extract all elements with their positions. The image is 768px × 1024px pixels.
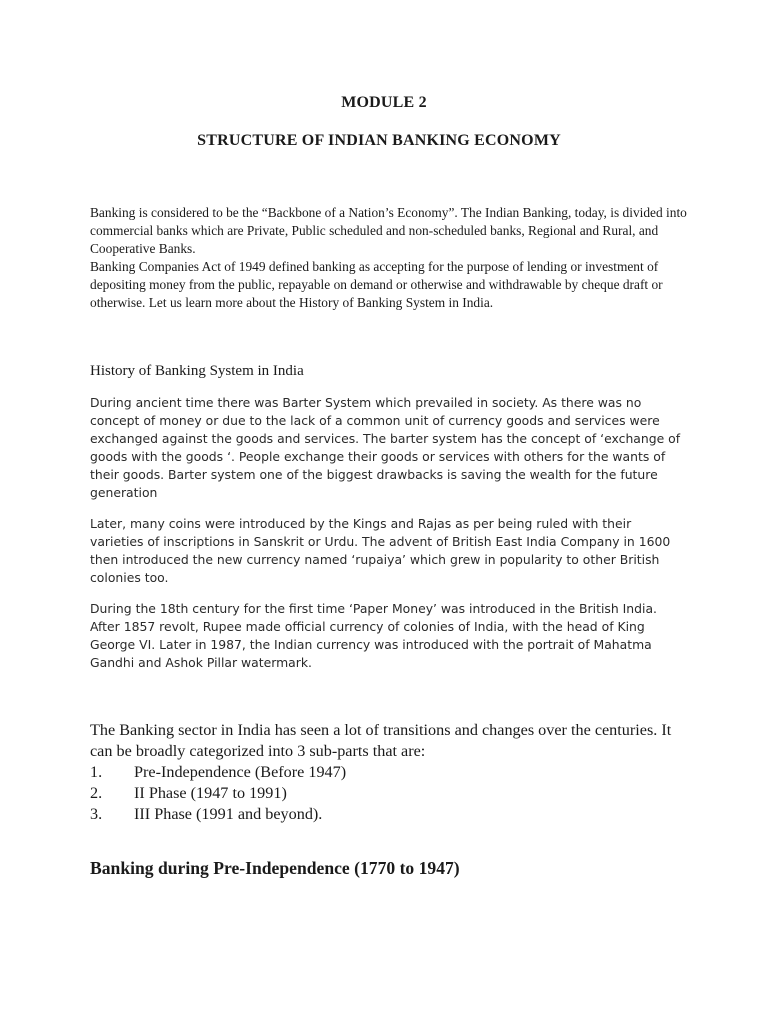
pre-independence-heading: Banking during Pre-Independence (1770 to 1947) xyxy=(90,858,460,878)
intro-paragraph-2: Banking Companies Act of 1949 defined banking as accepting for the purpose of lending or investment of depositing money from the public, repayable on demand or otherwise and withdrawable by cheque draft or otherwise. Let us learn more about the History of Banking System in India. xyxy=(90,259,663,310)
module-label: MODULE 2 xyxy=(341,94,427,111)
phase-number: 2. xyxy=(90,784,103,802)
phase-label: Pre-Independence (Before 1947) xyxy=(134,763,347,781)
transitions-intro: The Banking sector in India has seen a lot of transitions and changes over the centuries. It can be broadly categorized into 3 sub-parts that are: xyxy=(90,721,672,760)
history-paragraph-3: During the 18th century for the first time ‘Paper Money’ was introduced in the British India. After 1857 revolt, Rupee made official currency of colonies of India, with the head of King George VI. Later in 1987, the Indian currency was introduced with the portrait of Mahatma Gandhi and Ashok Pillar watermark. xyxy=(90,601,657,670)
phase-list xyxy=(90,762,690,825)
phase-item xyxy=(90,804,690,825)
history-paragraph-2: Later, many coins were introduced by the Kings and Rajas as per being ruled with their varieties of inscriptions in Sanskrit or Urdu. The advent of British East India Company in 1600 then introduced the new currency named ‘rupaiya’ which grew in popularity to other British colonies too. xyxy=(90,516,671,585)
phase-label: II Phase (1947 to 1991) xyxy=(134,784,287,802)
phase-number: 1. xyxy=(90,763,103,781)
phase-item xyxy=(90,783,690,804)
phase-item xyxy=(90,762,690,783)
phase-number: 3. xyxy=(90,805,103,823)
history-heading: History of Banking System in India xyxy=(90,363,304,379)
intro-paragraph-1: Banking is considered to be the “Backbone of a Nation’s Economy”. The Indian Banking, today, is divided into commercial banks which are Private, Public scheduled and non-scheduled banks, Regional and Rural, and Cooperative Banks. xyxy=(90,205,687,256)
document-title: STRUCTURE OF INDIAN BANKING ECONOMY xyxy=(197,132,561,149)
history-paragraph-1: During ancient time there was Barter System which prevailed in society. As there was no concept of money or due to the lack of a common unit of currency goods and services were exchanged against the goods and services. The barter system has the concept of ‘exchange of goods with the goods ‘. People exchange their goods or services with others for the wants of their goods. Barter system one of the biggest drawbacks is saving the wealth for the future generation xyxy=(90,395,681,500)
phase-label: III Phase (1991 and beyond). xyxy=(134,805,323,823)
transitions-section xyxy=(90,720,690,825)
intro-section xyxy=(90,204,690,312)
